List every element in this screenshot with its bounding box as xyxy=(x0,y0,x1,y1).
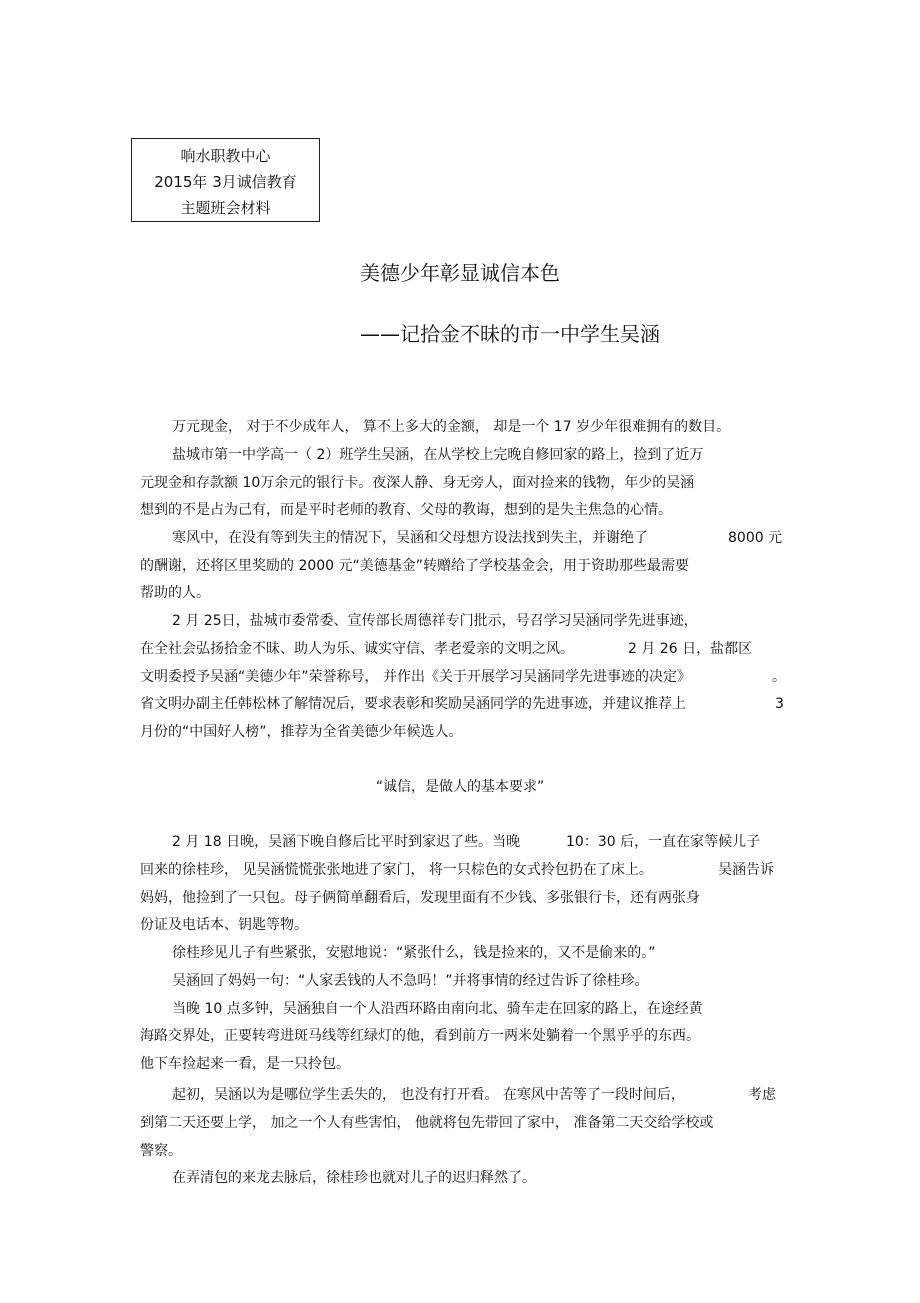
body-line: 盐城市第一中学高一（ 2）班学生吴涵，在从学校上完晚自修回家的路上，捡到了近万 xyxy=(172,447,704,463)
body-line-fragment: 8000 元 xyxy=(728,530,783,546)
body-line-fragment: 10：30 后，一直在家等候儿子 xyxy=(566,834,761,850)
body-line-fragment: 3 xyxy=(775,696,784,712)
body-line: 当晚 10 点多钟，吴涵独自一个人沿西环路由南向北、骑车走在回家的路上，在途经黄 xyxy=(172,1001,703,1017)
body-line: 2 月 25日，盐城市委常委、宣传部长周德祥专门批示，号召学习吴涵同学先进事迹， xyxy=(172,613,698,629)
body-line: 在全社会弘扬拾金不昧、助人为乐、诚实守信、孝老爱亲的文明之风。 xyxy=(140,641,574,657)
body-line: 徐桂珍见儿子有些紧张，安慰地说：“紧张什么，钱是捡来的，又不是偷来的。” xyxy=(172,945,656,961)
body-line: 元现金和存款额 10万余元的银行卡。夜深人静、身无旁人，面对捡来的钱物，年少的吴涵 xyxy=(140,475,695,491)
body-line-fragment: 。 xyxy=(772,669,786,685)
body-line: 份证及电话本、钥匙等物。 xyxy=(140,917,308,933)
header-line-school: 响水职教中心 xyxy=(180,147,271,165)
body-line: 2 月 18 日晚，吴涵下晚自修后比平时到家迟了些。当晚 xyxy=(172,834,521,850)
body-line: 在弄清包的来龙去脉后，徐桂珍也就对儿子的迟归释然了。 xyxy=(172,1170,536,1186)
body-line: 帮助的人。 xyxy=(140,585,210,601)
body-line: 起初，吴涵以为是哪位学生丢失的， 也没有打开看。 在寒风中苦等了一段时间后， xyxy=(172,1087,685,1103)
body-line: 警察。 xyxy=(140,1143,182,1159)
body-line-fragment: 吴涵告诉 xyxy=(718,862,774,878)
header-line-date: 2015年 3月诚信教育 xyxy=(154,173,297,191)
body-line-fragment: 2 月 26 日，盐都区 xyxy=(628,641,753,657)
body-line: 月份的“中国好人榜”，推荐为全省美德少年候选人。 xyxy=(140,724,463,740)
section-heading: “诚信，是做人的基本要求” xyxy=(375,779,545,795)
body-line: 回来的徐桂珍， 见吴涵慌慌张张地进了家门， 将一只棕色的女式拎包扔在了床上。 xyxy=(140,862,653,878)
body-line: 文明委授予吴涵“美德少年”荣誉称号， 并作出《关于开展学习吴涵同学先进事迹的决定》 xyxy=(140,669,691,685)
body-line: 的酬谢，还将区里奖励的 2000 元“美德基金”转赠给了学校基金会，用于资助那些最需要 xyxy=(140,558,690,574)
body-line: 吴涵回了妈妈一句：“人家丢钱的人不急吗！”并将事情的经过告诉了徐桂珍。 xyxy=(172,973,649,989)
body-line: 妈妈，他捡到了一只包。母子俩简单翻看后，发现里面有不少钱、多张银行卡，还有两张身 xyxy=(140,890,700,906)
body-line: 万元现金， 对于不少成年人， 算不上多大的金额， 却是一个 17 岁少年很难拥有的数目。 xyxy=(172,419,731,435)
body-line: 他下车捡起来一看，是一只拎包。 xyxy=(140,1056,350,1072)
header-box xyxy=(131,138,320,222)
header-line-topic: 主题班会材料 xyxy=(180,199,271,217)
body-line: 省文明办副主任韩松林了解情况后，要求表彰和奖励吴涵同学的先进事迹，并建议推荐上 xyxy=(140,696,686,712)
body-line: 到第二天还要上学， 加之一个人有些害怕， 他就将包先带回了家中， 准备第二天交给学校或 xyxy=(140,1115,714,1131)
body-line: 海路交界处，正要转弯进斑马线等红绿灯的他，看到前方一两米处躺着一个黑乎乎的东西。 xyxy=(140,1028,700,1044)
body-line: 想到的不是占为己有，而是平时老师的教育、父母的教诲，想到的是失主焦急的心情。 xyxy=(140,502,672,518)
body-line: 寒风中，在没有等到失主的情况下，吴涵和父母想方设法找到失主，并谢绝了 xyxy=(172,530,648,546)
body-line-fragment: 考虑 xyxy=(748,1087,776,1103)
page-title: 美德少年彰显诚信本色 xyxy=(360,261,560,285)
page-subtitle: ——记拾金不昧的市一中学生吴涵 xyxy=(360,322,660,346)
